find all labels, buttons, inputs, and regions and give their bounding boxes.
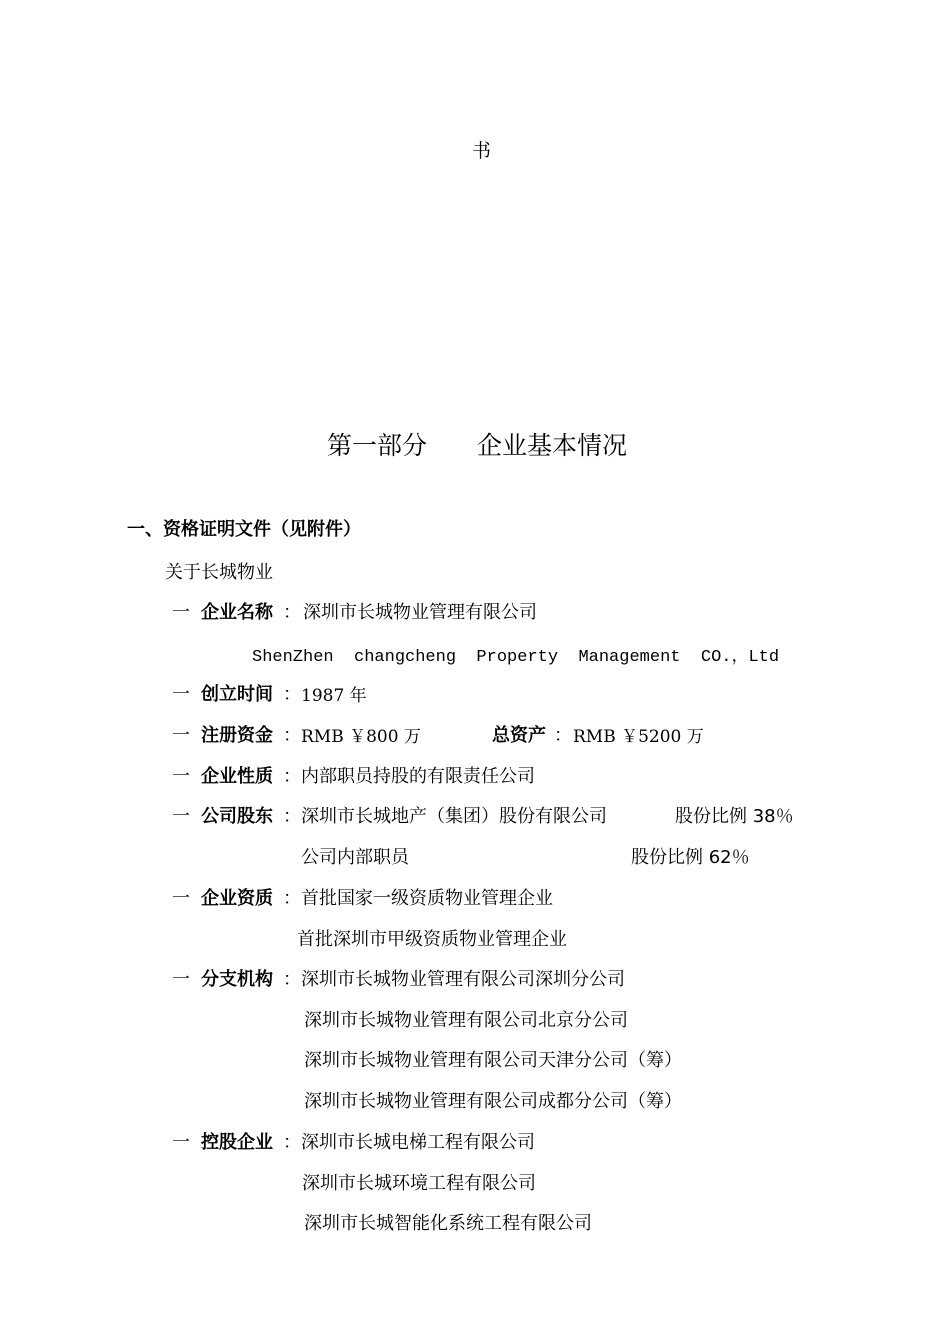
qualification-sep: ： [283, 888, 301, 909]
nature-sep: ： [283, 766, 301, 787]
dash-bullet: 一 [172, 602, 190, 623]
holding-line: 深圳市长城电梯工程有限公司 [301, 1132, 535, 1153]
qualification-line: 首批深圳市甲级资质物业管理企业 [297, 929, 567, 950]
shareholder-name: 深圳市长城地产（集团）股份有限公司 [301, 806, 607, 827]
about-heading: 关于长城物业 [165, 562, 273, 583]
dash-bullet: 一 [172, 888, 190, 909]
holding-line: 深圳市长城智能化系统工程有限公司 [304, 1213, 592, 1234]
qualification-label: 企业资质 [201, 888, 273, 909]
total-assets-sep: ： [554, 725, 572, 746]
dash-bullet: 一 [172, 684, 190, 705]
dash-bullet: 一 [172, 1132, 190, 1153]
total-assets-label: 总资产 [492, 725, 546, 746]
qualification-line: 首批国家一级资质物业管理企业 [301, 888, 553, 909]
shareholders-label: 公司股东 [201, 806, 273, 827]
company-name-value: 深圳市长城物业管理有限公司 [303, 602, 537, 623]
holdings-label: 控股企业 [201, 1132, 273, 1153]
nature-value: 内部职员持股的有限责任公司 [301, 766, 535, 787]
capital-value: RMB ￥800 万 [301, 727, 421, 747]
holdings-sep: ： [283, 1132, 301, 1153]
total-assets-value: RMB ￥5200 万 [573, 727, 704, 747]
holding-line: 深圳市长城环境工程有限公司 [302, 1173, 536, 1194]
dash-bullet: 一 [172, 806, 190, 827]
nature-label: 企业性质 [201, 766, 273, 787]
founded-label: 创立时间 [201, 684, 273, 705]
part-title: 第一部分 企业基本情况 [327, 431, 628, 460]
branch-line: 深圳市长城物业管理有限公司成都分公司（筹） [304, 1091, 682, 1112]
page-top-character: 书 [472, 140, 492, 162]
shareholder-name: 公司内部职员 [301, 847, 409, 868]
branch-line: 深圳市长城物业管理有限公司北京分公司 [304, 1010, 628, 1031]
founded-value: 1987 年 [301, 686, 367, 706]
capital-label: 注册资金 [201, 725, 273, 746]
shareholder-ratio: 股份比例 62％ [631, 847, 750, 868]
founded-sep: ： [283, 684, 301, 705]
section-heading: 一、资格证明文件（见附件） [127, 519, 361, 540]
capital-sep: ： [283, 725, 301, 746]
dash-bullet: 一 [172, 725, 190, 746]
dash-bullet: 一 [172, 969, 190, 990]
branches-sep: ： [283, 969, 301, 990]
dash-bullet: 一 [172, 766, 190, 787]
shareholders-sep: ： [283, 806, 301, 827]
shareholder-ratio: 股份比例 38％ [675, 806, 794, 827]
branch-line: 深圳市长城物业管理有限公司天津分公司（筹） [304, 1050, 682, 1071]
branches-label: 分支机构 [201, 969, 273, 990]
branch-line: 深圳市长城物业管理有限公司深圳分公司 [301, 969, 625, 990]
company-name-sep: ： [283, 602, 301, 623]
company-name-label: 企业名称 [201, 602, 273, 623]
company-english-name: ShenZhen changcheng Property Management CO.，Ltd [252, 648, 780, 667]
